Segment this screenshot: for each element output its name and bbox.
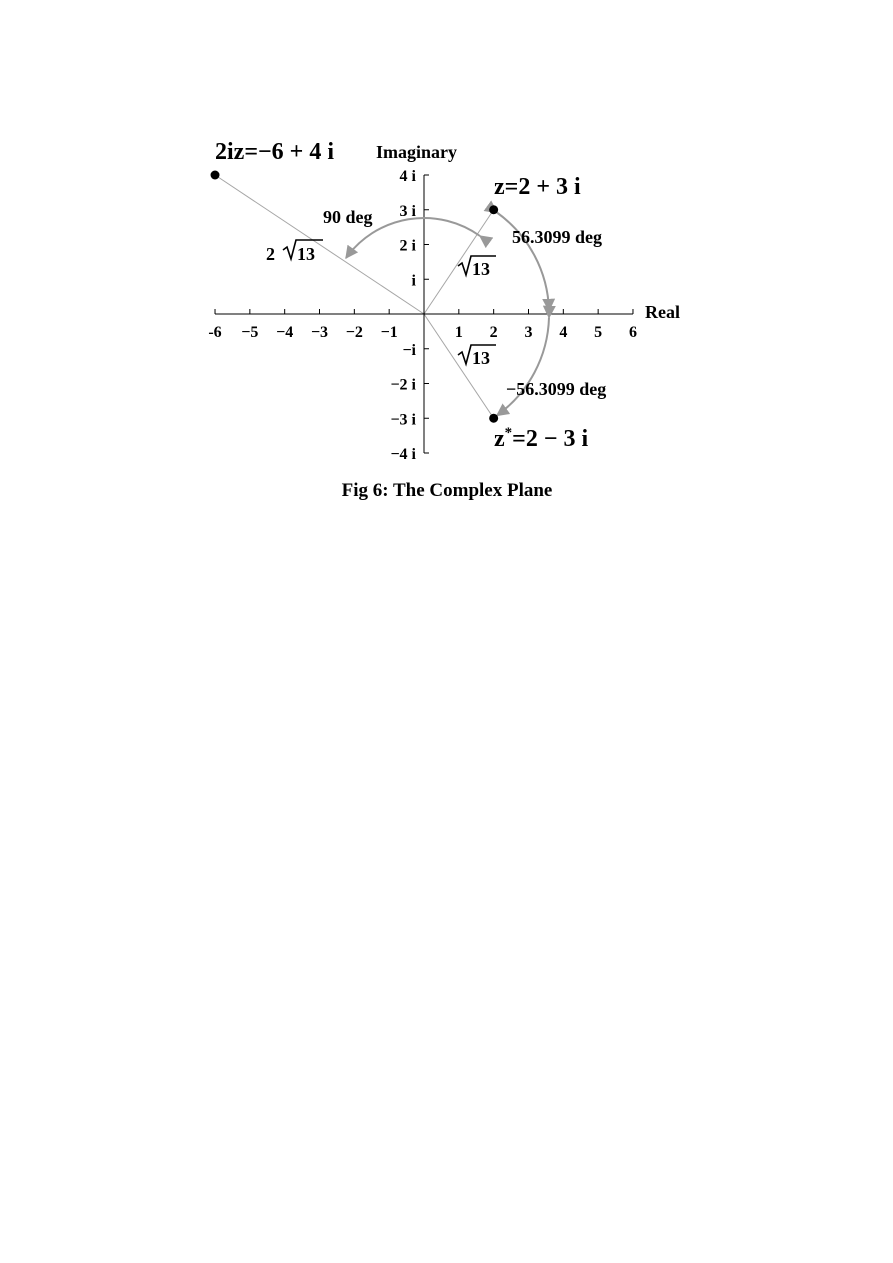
x-tick-label: 1 bbox=[454, 324, 463, 341]
x-tick-label: 6 bbox=[628, 324, 637, 341]
svg-text:13: 13 bbox=[472, 259, 490, 279]
x-tick-label: 5 bbox=[594, 324, 603, 341]
imaginary-axis-title: Imaginary bbox=[376, 142, 457, 162]
x-tick-label: 2 bbox=[489, 324, 498, 341]
real-axis-title: Real bbox=[644, 302, 680, 322]
x-tick-label: 3 bbox=[524, 324, 533, 341]
label-2iz: 2iz=−6 + 4 i bbox=[215, 139, 335, 165]
y-tick-label: −2 i bbox=[390, 376, 416, 394]
x-tick-label: -6 bbox=[208, 324, 222, 341]
x-tick-label: −4 bbox=[276, 324, 294, 341]
x-tick-label: 4 bbox=[559, 324, 568, 341]
length-label-z bbox=[458, 256, 496, 279]
figure-caption: Fig 6: The Complex Plane bbox=[341, 480, 553, 501]
length-label-2iz bbox=[266, 240, 323, 264]
y-tick-label: −4 i bbox=[390, 446, 416, 463]
y-tick-label: i bbox=[411, 272, 416, 290]
imaginary-axis-ticks bbox=[390, 168, 429, 463]
y-tick-label: 2 i bbox=[399, 237, 416, 255]
angle-label-z-conjugate: −56.3099 deg bbox=[506, 379, 607, 399]
y-tick-label: −3 i bbox=[390, 411, 416, 429]
vector-2iz bbox=[215, 175, 424, 314]
x-tick-label: −2 bbox=[345, 324, 363, 341]
length-label-z-conjugate bbox=[458, 345, 496, 368]
angle-label-z: 56.3099 deg bbox=[512, 227, 602, 247]
point-z bbox=[489, 205, 498, 214]
x-tick-label: −5 bbox=[241, 324, 259, 341]
x-tick-label: −3 bbox=[310, 324, 329, 341]
svg-text:13: 13 bbox=[472, 348, 490, 368]
angle-arc-z-conjugate bbox=[497, 318, 549, 416]
y-tick-label: −i bbox=[402, 341, 416, 359]
label-z-conjugate: z*=2 − 3 i bbox=[494, 425, 589, 452]
svg-text:13: 13 bbox=[297, 244, 315, 264]
point-2iz bbox=[211, 171, 220, 180]
svg-text:2: 2 bbox=[266, 244, 275, 264]
y-tick-label: 3 i bbox=[399, 202, 416, 220]
y-tick-label: 4 i bbox=[399, 168, 416, 185]
angle-label-rotation: 90 deg bbox=[323, 207, 373, 227]
label-z: z=2 + 3 i bbox=[494, 174, 581, 200]
point-z-conjugate bbox=[489, 414, 498, 423]
x-tick-label: −1 bbox=[380, 324, 398, 341]
